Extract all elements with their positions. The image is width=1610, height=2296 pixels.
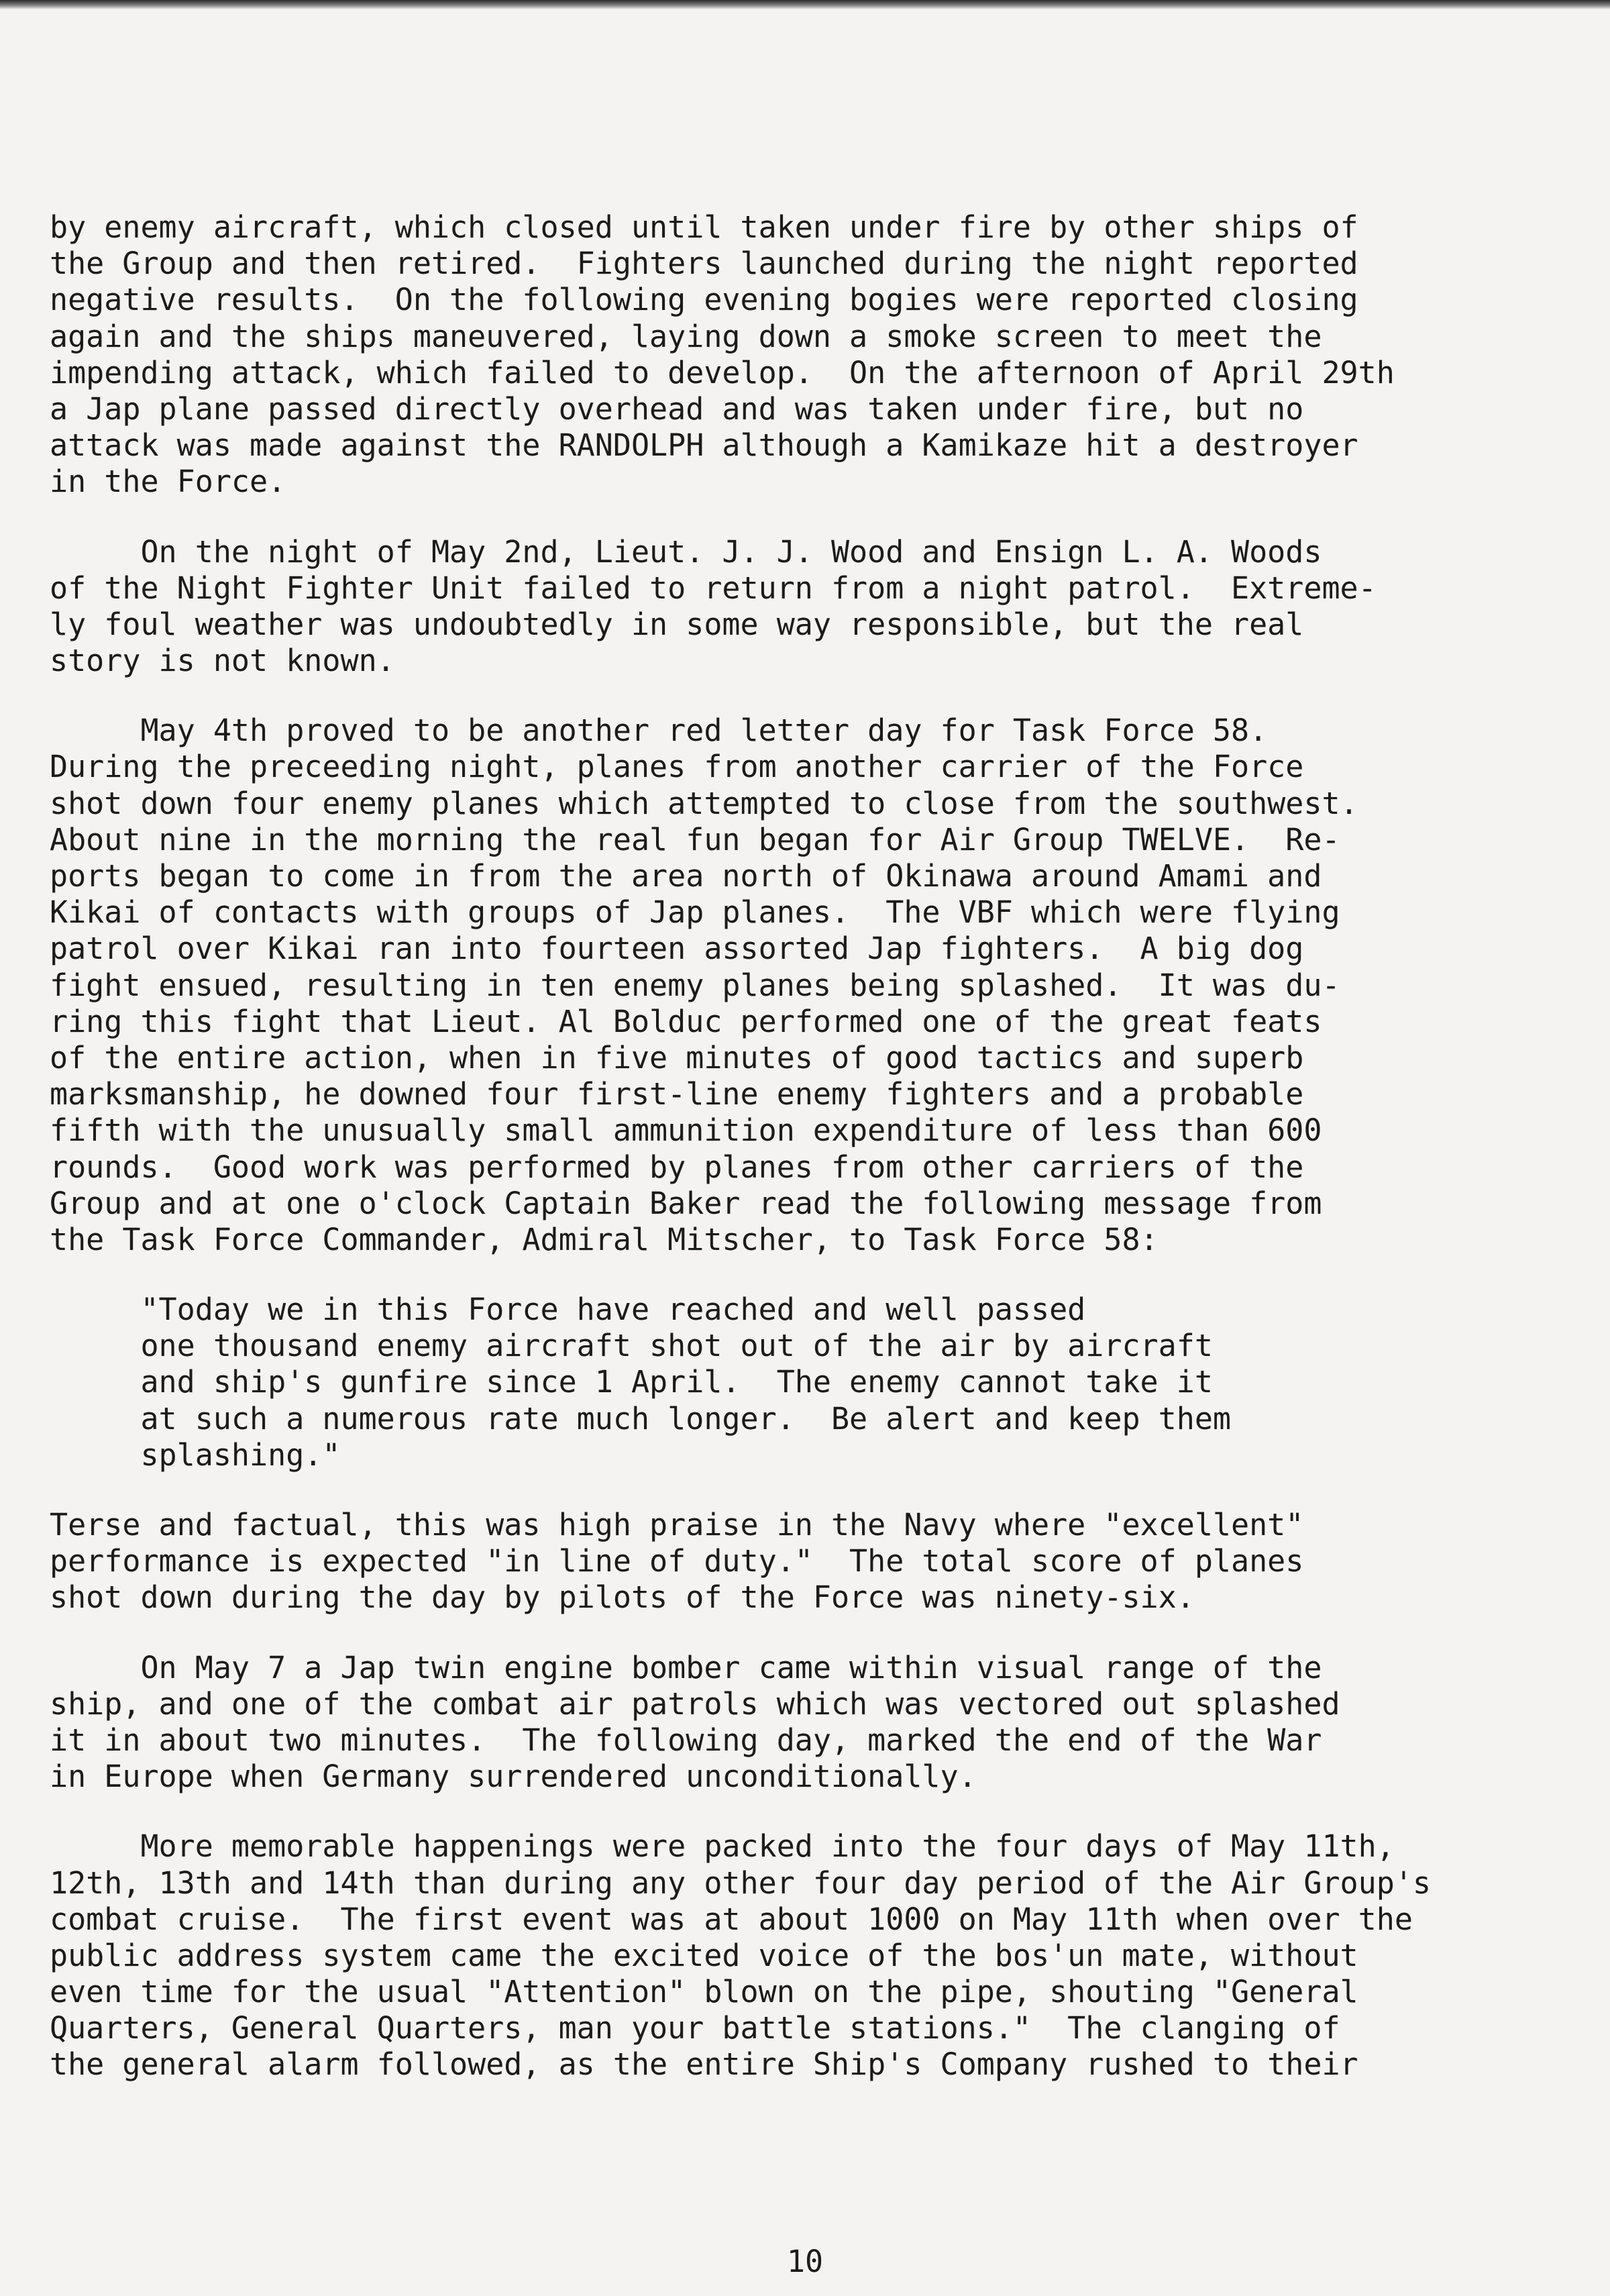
text-line: fight ensued, resulting in ten enemy planes being splashed. It was du-: [50, 967, 1340, 1003]
text-line: by enemy aircraft, which closed until taken under fire by other ships of: [50, 209, 1358, 245]
text-line: the Task Force Commander, Admiral Mitscher, to Task Force 58:: [50, 1221, 1159, 1257]
text-line: fifth with the unusually small ammunition expenditure of less than 600: [50, 1112, 1322, 1149]
paragraph: [50, 1507, 1438, 1616]
paragraph-gap: [50, 501, 1438, 534]
text-line: in Europe when Germany surrendered unconditionally.: [50, 1759, 977, 1795]
page-number: 10: [786, 2244, 824, 2279]
body-text: [50, 209, 1438, 2083]
text-line: About nine in the morning the real fun began for Air Group TWELVE. Re-: [50, 821, 1340, 857]
text-line: a Jap plane passed directly overhead and was taken under fire, but no: [50, 390, 1304, 427]
text-line: shot down during the day by pilots of the Force was ninety-six.: [50, 1579, 1195, 1616]
text-line: at such a numerous rate much longer. Be alert and keep them: [50, 1400, 1231, 1437]
text-line: ship, and one of the combat air patrols which was vectored out splashed: [50, 1685, 1340, 1722]
text-line: splashing.": [50, 1437, 341, 1473]
paragraph: [50, 209, 1438, 501]
text-line: and ship's gunfire since 1 April. The enemy cannot take it: [50, 1364, 1213, 1400]
text-line: More memorable happenings were packed into the four days of May 11th,: [50, 1828, 1395, 1865]
text-line: marksmanship, he downed four first-line enemy fighters and a probable: [50, 1076, 1304, 1112]
text-line: the general alarm followed, as the entire Ship's Company rushed to their: [50, 2046, 1358, 2083]
paragraph-gap: [50, 679, 1438, 713]
text-line: impending attack, which failed to develop. On the afternoon of April 29th: [50, 354, 1395, 390]
text-line: On May 7 a Jap twin engine bomber came within visual range of the: [50, 1649, 1322, 1685]
text-line: performance is expected "in line of duty." The total score of planes: [50, 1543, 1304, 1579]
text-line: "Today we in this Force have reached and well passed: [50, 1292, 1086, 1328]
text-line: ly foul weather was undoubtedly in some way responsible, but the real: [50, 606, 1304, 642]
text-line: attack was made against the RANDOLPH although a Kamikaze hit a destroyer: [50, 427, 1358, 464]
text-line: shot down four enemy planes which attempted to close from the southwest.: [50, 785, 1358, 821]
text-line: Kikai of contacts with groups of Jap planes. The VBF which were flying: [50, 894, 1340, 931]
text-line: story is not known.: [50, 643, 395, 679]
text-line: Terse and factual, this was high praise in the Navy where "excellent": [50, 1507, 1304, 1543]
text-line: the Group and then retired. Fighters launched during the night reported: [50, 246, 1358, 282]
text-line: On the night of May 2nd, Lieut. J. J. Wood and Ensign L. A. Woods: [50, 533, 1322, 570]
text-line: During the preceeding night, planes from another carrier of the Force: [50, 749, 1304, 785]
text-line: rounds. Good work was performed by planes from other carriers of the: [50, 1149, 1304, 1185]
text-line: of the entire action, when in five minutes of good tactics and superb: [50, 1039, 1304, 1076]
page-top-edge: [0, 0, 1610, 9]
paragraph: [50, 713, 1438, 1258]
text-line: ring this fight that Lieut. Al Bolduc performed one of the great feats: [50, 1003, 1322, 1039]
paragraph-gap: [50, 1473, 1438, 1507]
text-line: one thousand enemy aircraft shot out of the air by aircraft: [50, 1328, 1213, 1364]
paragraph-gap: [50, 1258, 1438, 1292]
paragraph: [50, 1650, 1438, 1795]
paragraph: [50, 1828, 1438, 2083]
text-line: combat cruise. The first event was at about 1000 on May 11th when over the: [50, 1901, 1413, 1937]
paragraph: [50, 534, 1438, 680]
paragraph-gap: [50, 1795, 1438, 1828]
paragraph-gap: [50, 1616, 1438, 1650]
text-line: even time for the usual "Attention" blown on the pipe, shouting "General: [50, 1974, 1358, 2010]
paragraph: [50, 1292, 1438, 1473]
text-line: it in about two minutes. The following day, marked the end of the War: [50, 1722, 1322, 1758]
text-line: Quarters, General Quarters, man your battle stations." The clanging of: [50, 2010, 1340, 2046]
text-line: ports began to come in from the area north of Okinawa around Amami and: [50, 858, 1322, 894]
text-line: Group and at one o'clock Captain Baker read the following message from: [50, 1185, 1322, 1221]
text-line: negative results. On the following evening bogies were reported closing: [50, 282, 1358, 318]
text-line: public address system came the excited voice of the bos'un mate, without: [50, 1937, 1358, 1973]
text-line: again and the ships maneuvered, laying down a smoke screen to meet the: [50, 318, 1322, 354]
text-line: May 4th proved to be another red letter day for Task Force 58.: [50, 713, 1268, 749]
text-line: in the Force.: [50, 464, 286, 500]
text-line: of the Night Fighter Unit failed to return from a night patrol. Extreme-: [50, 570, 1377, 606]
text-line: patrol over Kikai ran into fourteen assorted Jap fighters. A big dog: [50, 931, 1304, 967]
text-line: 12th, 13th and 14th than during any other four day period of the Air Group's: [50, 1865, 1432, 1901]
